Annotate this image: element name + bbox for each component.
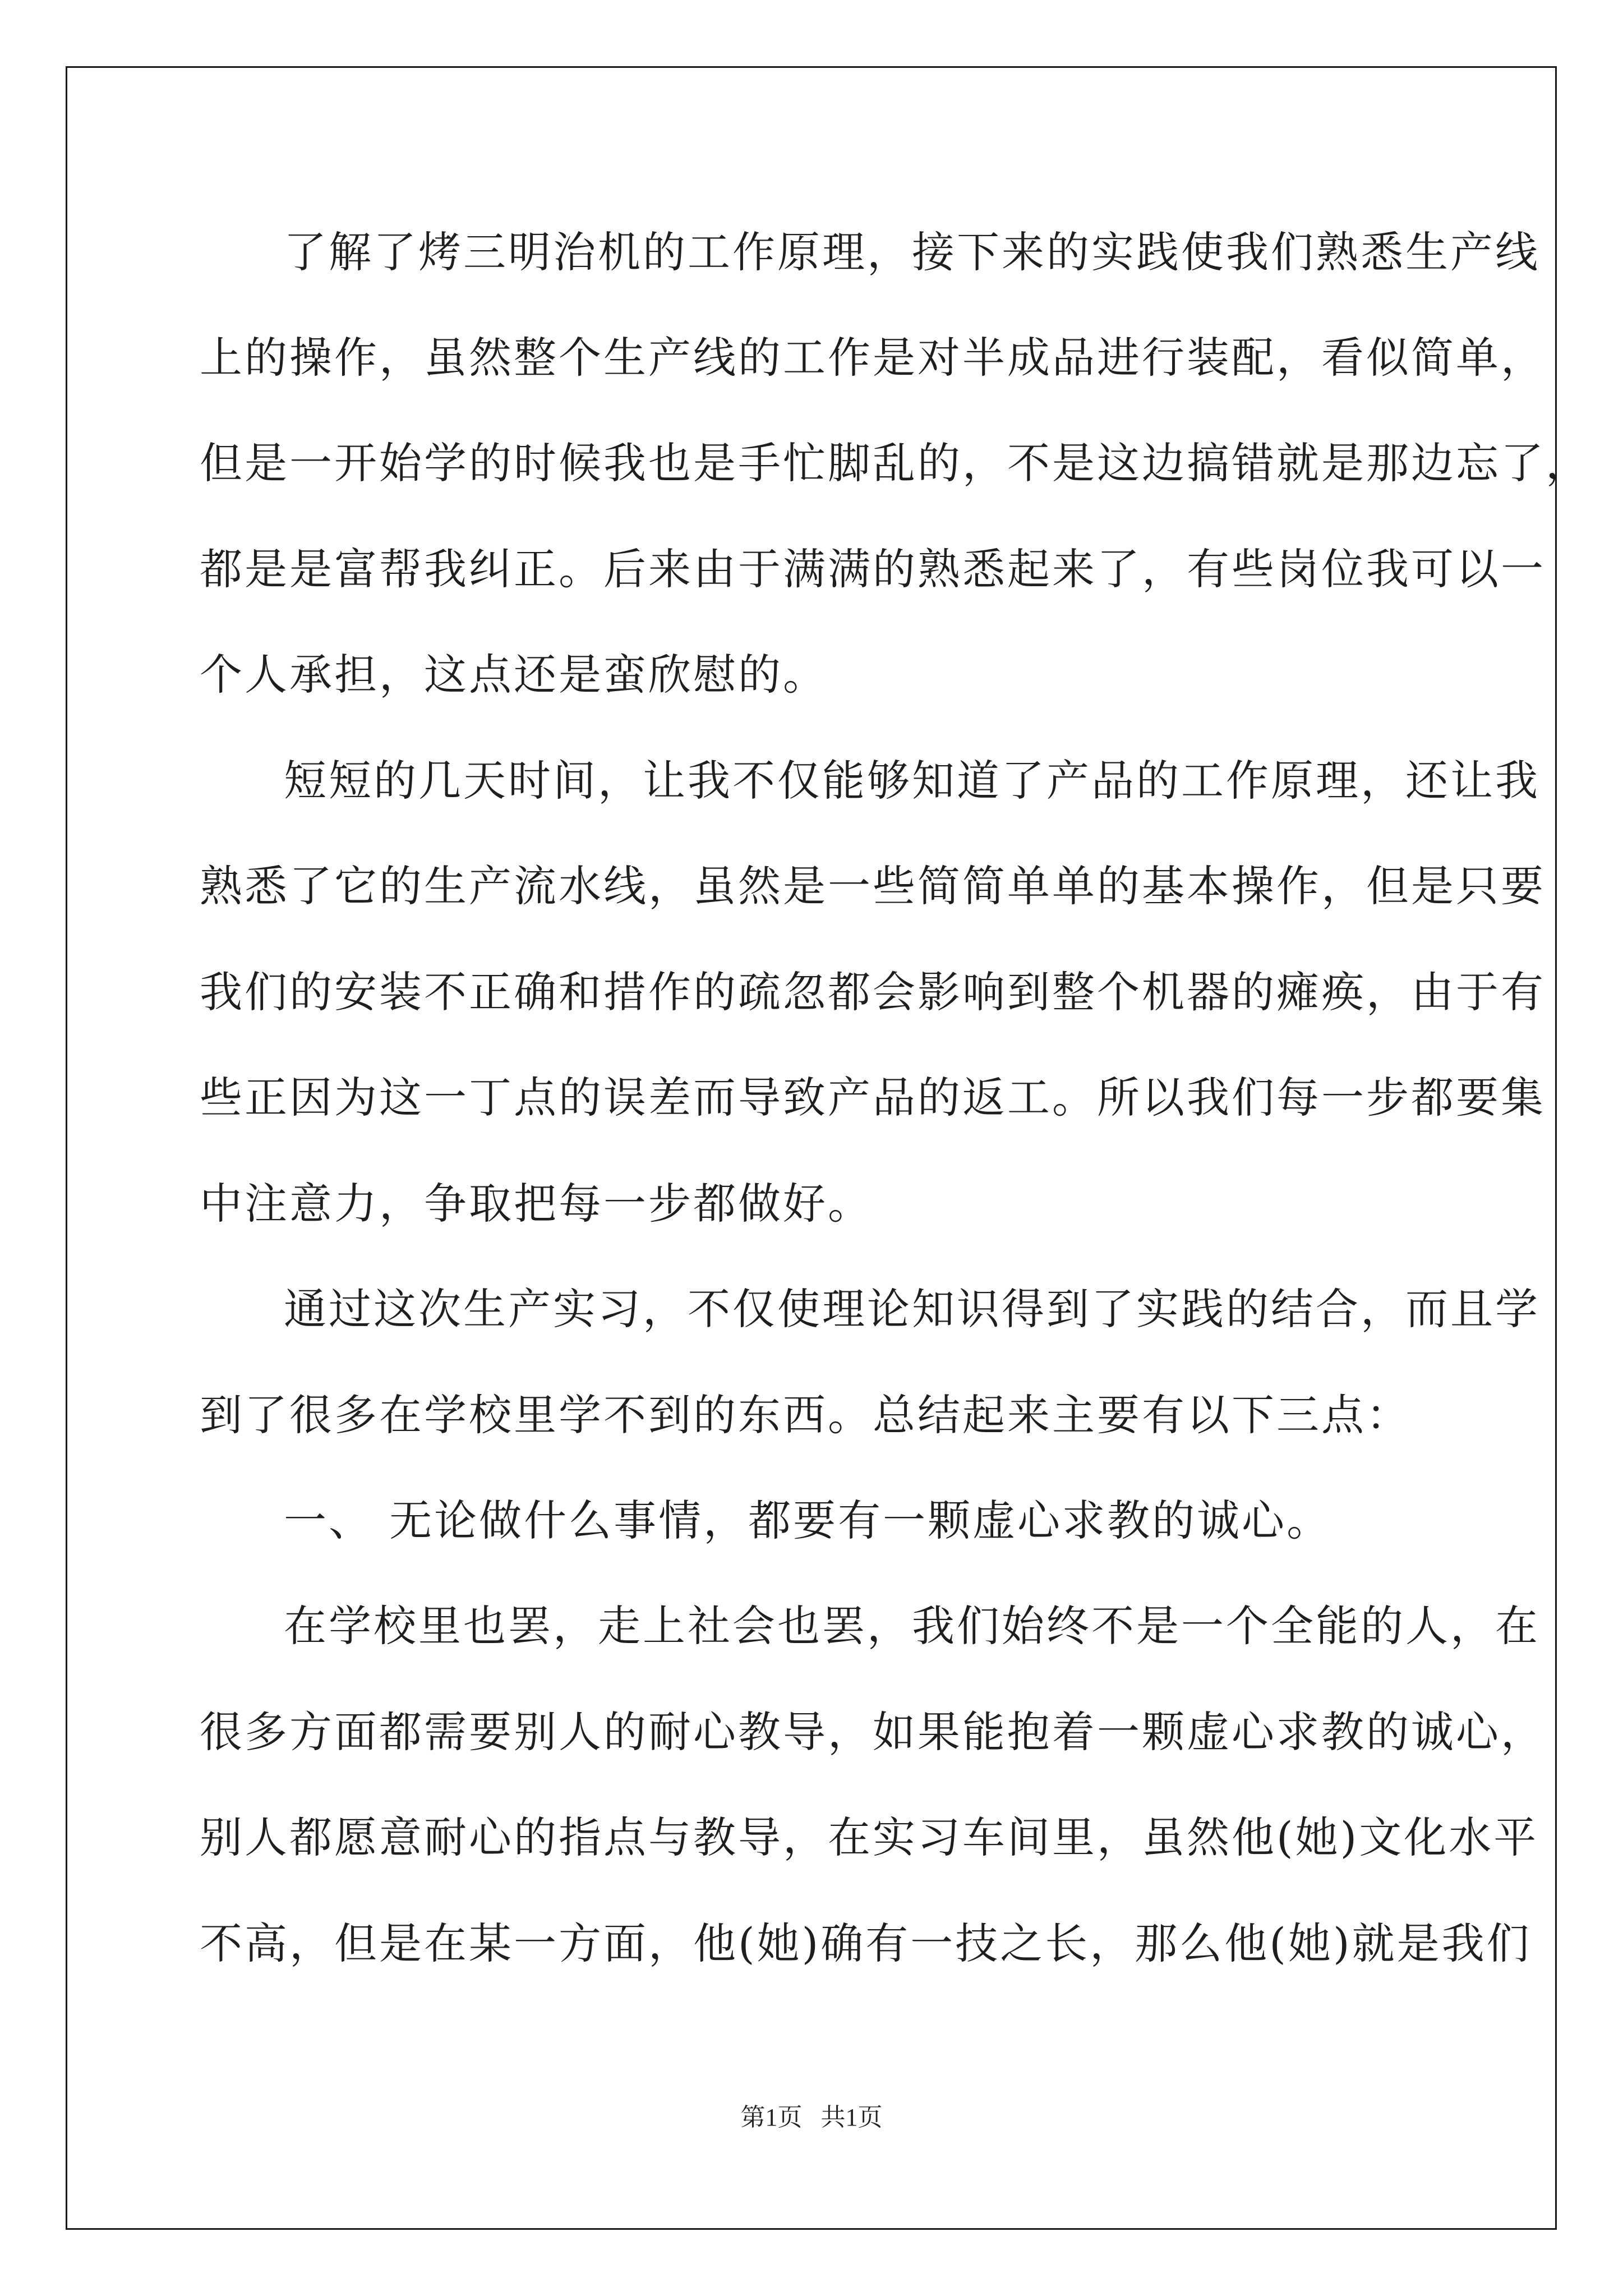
paragraph-1-line-1: 了解了烤三明治机的工作原理，接下来的实践使我们熟悉生产线 (284, 227, 1540, 277)
paragraph-2-line-4: 些正因为这一丁点的误差而导致产品的返工。所以我们每一步都要集 (200, 1073, 1546, 1122)
paragraph-1-line-5: 个人承担，这点还是蛮欣慰的。 (200, 650, 828, 700)
paragraph-1-line-2: 上的操作，虽然整个生产线的工作是对半成品进行装配，看似简单， (200, 333, 1546, 383)
paragraph-1-line-4: 都是是富帮我纠正。后来由于满满的熟悉起来了，有些岗位我可以一 (200, 544, 1546, 594)
paragraph-4-line-3: 别人都愿意耐心的指点与教导，在实习车间里，虽然他(她)文化水平 (200, 1812, 1539, 1862)
paragraph-4-line-2: 很多方面都需要别人的耐心教导，如果能抱着一颗虚心求教的诚心， (200, 1707, 1546, 1757)
paragraph-2-line-1: 短短的几天时间，让我不仅能够知道了产品的工作原理，还让我 (284, 756, 1540, 806)
paragraph-3-line-2: 到了很多在学校里学不到的东西。总结起来主要有以下三点： (200, 1390, 1411, 1440)
page-border (66, 66, 1557, 2230)
list-item-1: 一、 无论做什么事情，都要有一颗虚心求教的诚心。 (284, 1496, 1332, 1545)
paragraph-1-line-3: 但是一开始学的时候我也是手忙脚乱的，不是这边搞错就是那边忘了， (200, 438, 1590, 488)
paragraph-4-line-4: 不高，但是在某一方面，他(她)确有一技之长，那么他(她)就是我们 (200, 1918, 1532, 1968)
paragraph-2-line-3: 我们的安装不正确和措作的疏忽都会影响到整个机器的瘫痪，由于有 (200, 967, 1546, 1017)
paragraph-3-line-1: 通过这次生产实习，不仅使理论知识得到了实践的结合，而且学 (284, 1284, 1540, 1334)
page-footer: 第1页 共1页 (740, 2104, 883, 2131)
paragraph-4-line-1: 在学校里也罢，走上社会也罢，我们始终不是一个全能的人，在 (284, 1601, 1540, 1651)
paragraph-2-line-2: 熟悉了它的生产流水线，虽然是一些简简单单的基本操作，但是只要 (200, 861, 1546, 911)
paragraph-2-line-5: 中注意力，争取把每一步都做好。 (200, 1179, 873, 1228)
